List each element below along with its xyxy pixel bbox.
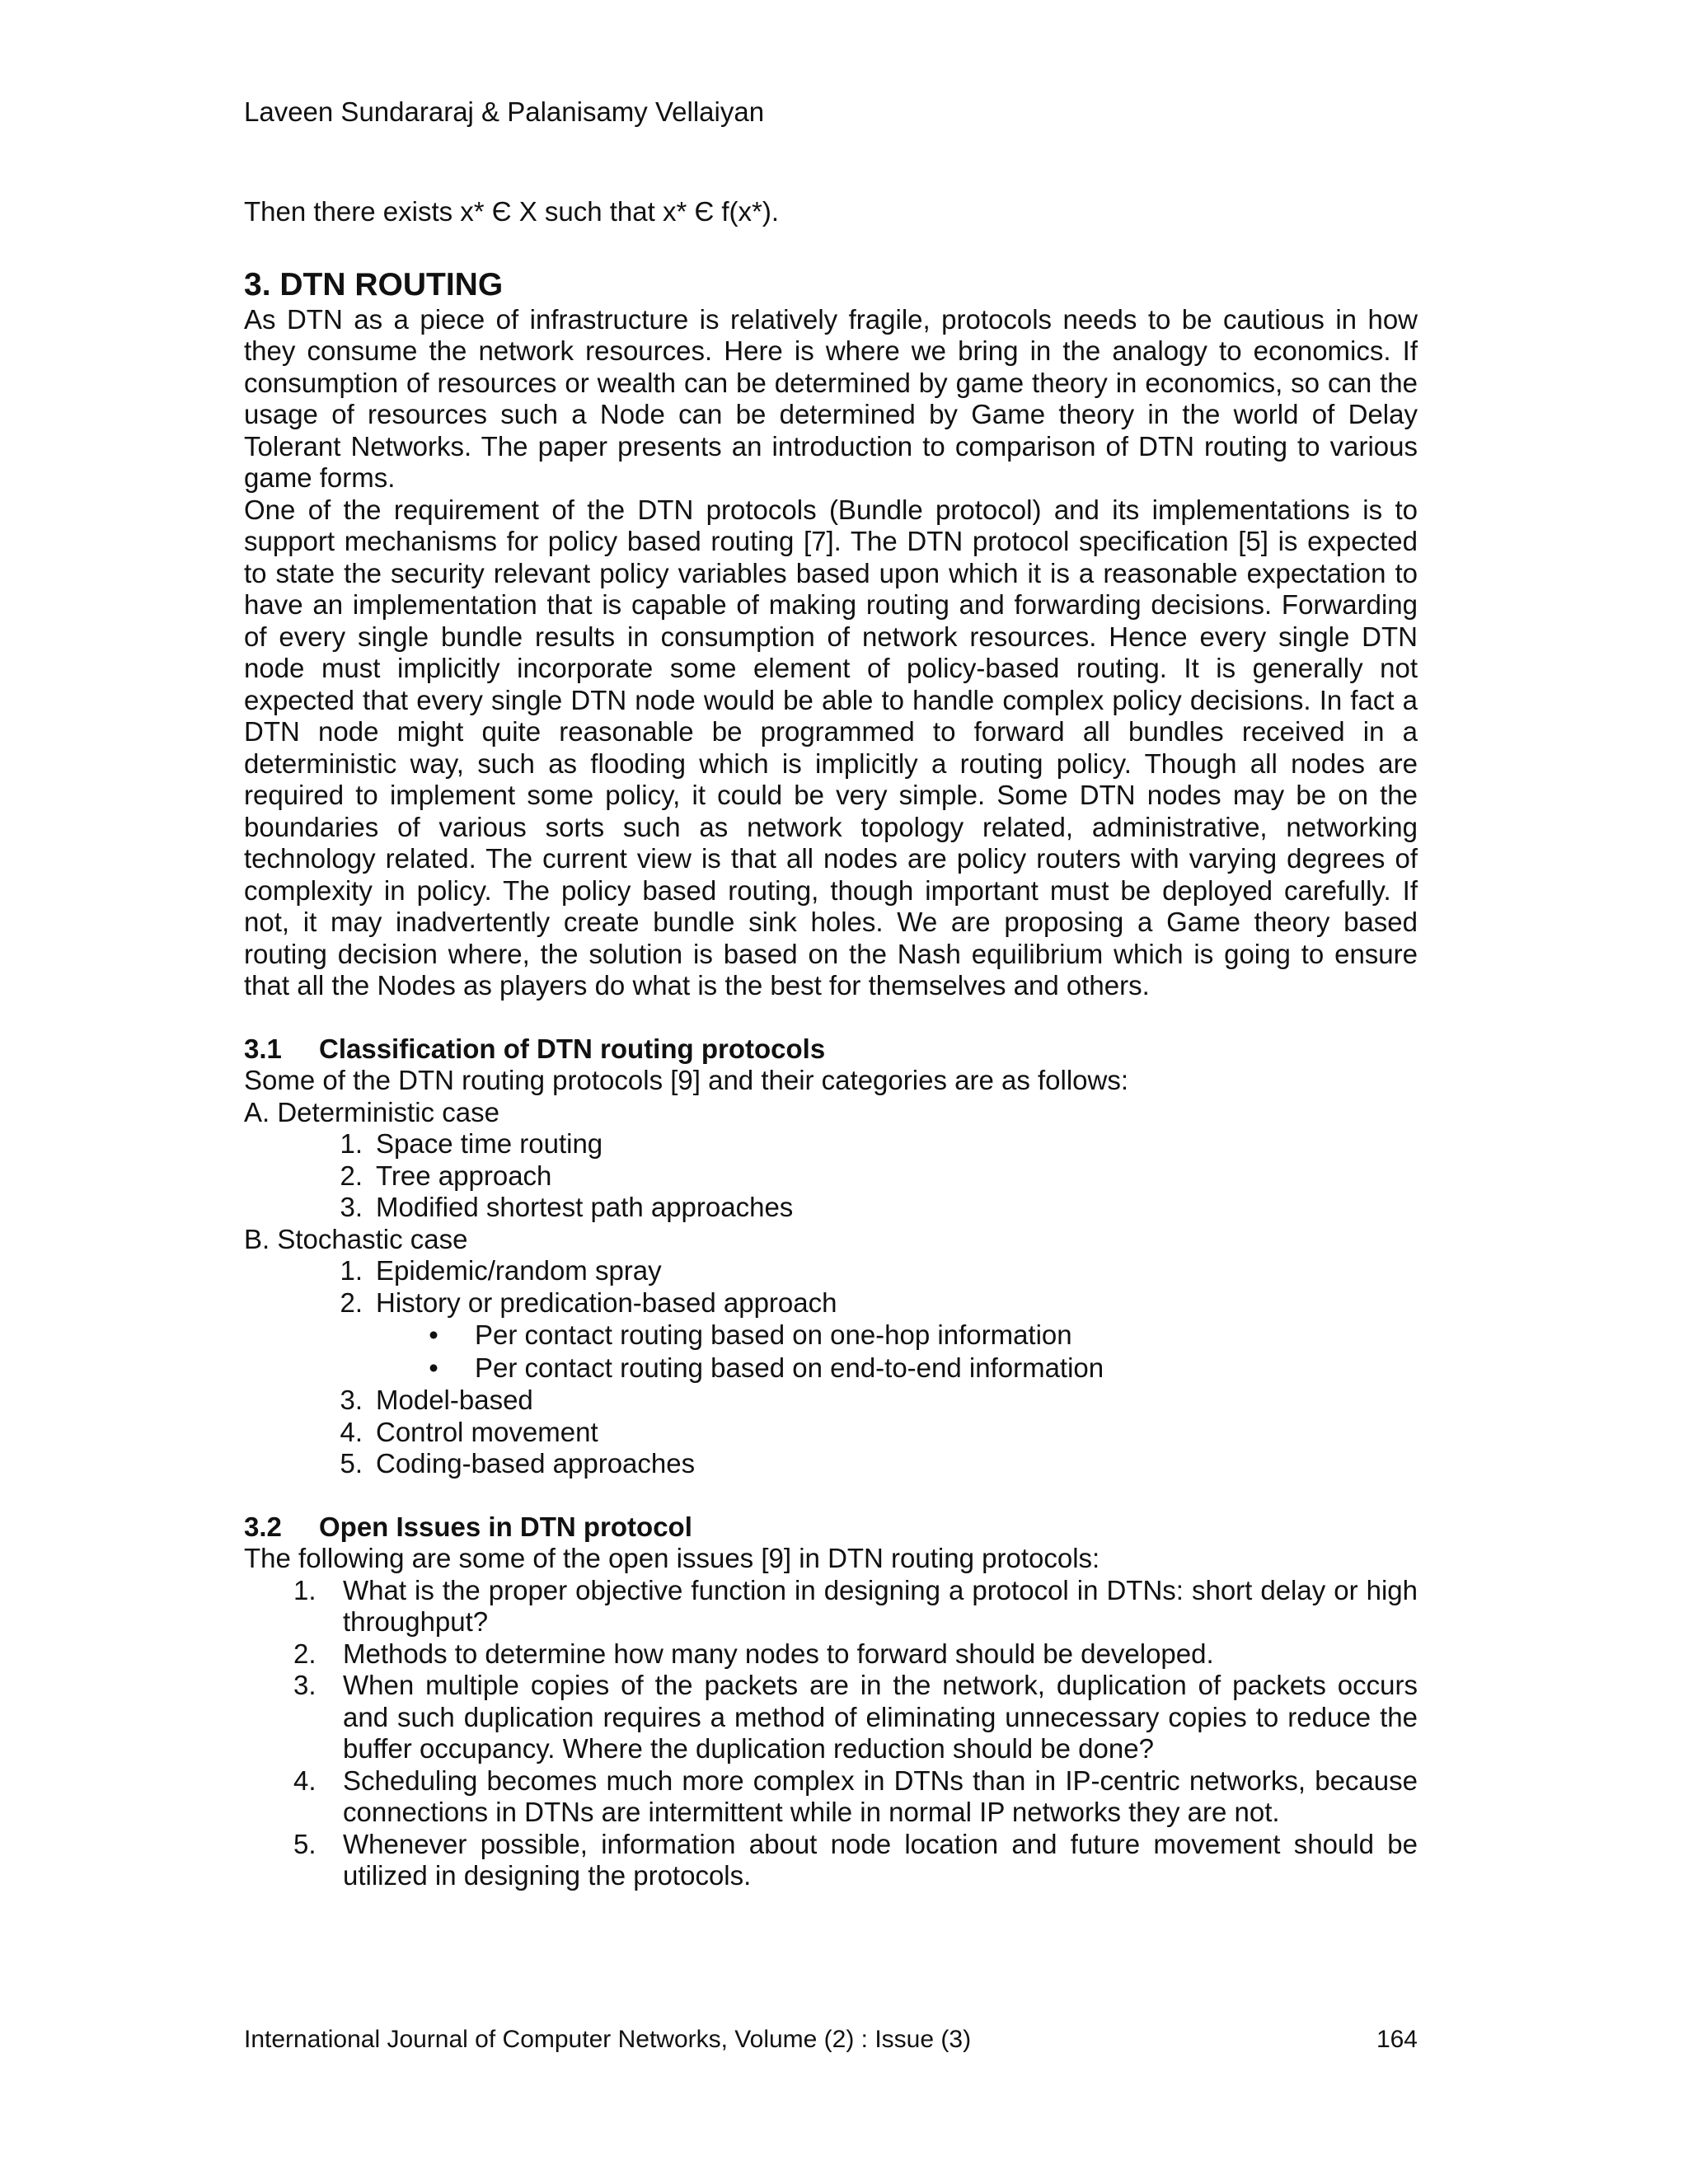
section-3-paragraph-2: One of the requirement of the DTN protocols (Bundle protocol) and its implementations is to support mechanisms for policy based routing [7]. The DTN protocol specification [5] is expected to state the security relevant policy variables based upon which it is a reasonable expectation to have an implementation that is capable of making routing and forwarding decisions. Forwarding of every single bundle results in consumption of network resources. Hence every single DTN node must implicitly incorporate some element of policy-based routing. It is generally not expected that every single DTN node would be able to handle complex policy decisions. In fact a DTN node might quite reasonable be programmed to forward all bundles received in a deterministic way, such as flooding which is implicitly a routing policy. Though all nodes are required to implement some policy, it could be very simple. Some DTN nodes may be on the boundaries of various sorts such as network topology related, administrative, networking technology related. The current view is that all nodes are policy routers with varying degrees of complexity in policy. The policy based routing, though important must be deployed carefully. If not, it may inadvertently create bundle sink holes. We are proposing a Game theory based routing decision where, the solution is based on the Nash equilibrium which is going to ensure that all the Nodes as players do what is the best for themselves and others. bbox=[244, 494, 1418, 1001]
sublist-item-text: Per contact routing based on one-hop information bbox=[475, 1319, 1072, 1350]
list-item bbox=[293, 1670, 1418, 1765]
section-3-1-heading bbox=[244, 1033, 1418, 1066]
section-3-2-heading bbox=[244, 1511, 1418, 1544]
list-item bbox=[340, 1416, 1418, 1449]
sublist-item bbox=[429, 1319, 1418, 1352]
list-item bbox=[340, 1448, 1418, 1480]
list-item bbox=[340, 1192, 1418, 1224]
list-item bbox=[340, 1255, 1418, 1287]
section-3-1-lead: Some of the DTN routing protocols [9] and their categories are as follows: bbox=[244, 1065, 1129, 1095]
list-item bbox=[293, 1638, 1418, 1671]
list-item bbox=[293, 1574, 1418, 1638]
sublist-item bbox=[429, 1352, 1418, 1385]
list-item-text: History or predication-based approach bbox=[376, 1286, 837, 1318]
section-3-1-number: 3.1 bbox=[244, 1033, 282, 1064]
list-item-text: Space time routing bbox=[376, 1128, 603, 1159]
list-item bbox=[293, 1828, 1418, 1892]
sublist-item-text: Per contact routing based on end-to-end information bbox=[475, 1352, 1104, 1383]
list-item-text: Scheduling becomes much more complex in DTNs than in IP-centric networks, because connections in DTNs are intermittent while in normal IP networks they are not. bbox=[343, 1765, 1418, 1827]
section-3-paragraph-1: As DTN as a piece of infrastructure is relatively fragile, protocols needs to be cautious in how they consume the network resources. Here is where we bring in the analogy to economics. If consumption of resources or wealth can be determined by game theory in economics, so can the usage of resources such a Node can be determined by Game theory in the world of Delay Tolerant Networks. The paper presents an introduction to comparison of DTN routing to various game forms. bbox=[244, 303, 1418, 493]
list-item bbox=[293, 1765, 1418, 1829]
list-marker: 3. bbox=[293, 1670, 316, 1700]
list-marker: 5. bbox=[340, 1448, 363, 1479]
case-a-label: A. Deterministic case bbox=[244, 1096, 499, 1127]
section-3-2-number: 3.2 bbox=[244, 1511, 282, 1542]
list-item bbox=[340, 1160, 1418, 1193]
running-header: Laveen Sundararaj & Palanisamy Vellaiyan bbox=[244, 96, 765, 127]
list-item-text: Modified shortest path approaches bbox=[376, 1192, 794, 1222]
section-3-title: 3. DTN ROUTING bbox=[244, 266, 504, 302]
intro-line: Then there exists x* Є X such that x* Є f(x*). bbox=[244, 196, 780, 227]
bullet-icon: • bbox=[429, 1352, 438, 1383]
list-item-text: Tree approach bbox=[376, 1160, 552, 1191]
list-item bbox=[340, 1286, 1418, 1385]
section-3-2-title: Open Issues in DTN protocol bbox=[319, 1511, 692, 1542]
list-item bbox=[340, 1128, 1418, 1160]
list-marker: 3. bbox=[340, 1385, 363, 1415]
section-3-2-lead: The following are some of the open issues [9] in DTN routing protocols: bbox=[244, 1543, 1100, 1573]
list-marker: 2. bbox=[340, 1160, 363, 1191]
paper-page bbox=[244, 0, 1418, 2184]
page-content bbox=[244, 196, 1418, 1892]
list-marker: 2. bbox=[340, 1286, 363, 1318]
case-b-label: B. Stochastic case bbox=[244, 1223, 468, 1254]
list-item-text: Whenever possible, information about node location and future movement should be utilized in designing the protocols. bbox=[343, 1828, 1418, 1891]
footer-journal: International Journal of Computer Networks, Volume (2) : Issue (3) bbox=[244, 2026, 972, 2053]
list-marker: 1. bbox=[340, 1255, 363, 1286]
bullet-icon: • bbox=[429, 1319, 438, 1350]
list-item-text: Epidemic/random spray bbox=[376, 1255, 662, 1286]
list-item-text: Model-based bbox=[376, 1385, 533, 1415]
list-marker: 4. bbox=[340, 1416, 363, 1447]
list-marker: 5. bbox=[293, 1828, 316, 1859]
list-marker: 4. bbox=[293, 1765, 316, 1796]
list-marker: 1. bbox=[340, 1128, 363, 1159]
list-marker: 1. bbox=[293, 1574, 316, 1605]
case-a-list bbox=[244, 1128, 1418, 1224]
case-b-list bbox=[244, 1255, 1418, 1480]
list-item-text: What is the proper objective function in designing a protocol in DTNs: short delay or high throughput? bbox=[343, 1574, 1418, 1637]
case-b-sublist bbox=[244, 1319, 1418, 1385]
list-item-text: When multiple copies of the packets are in the network, duplication of packets occurs and such duplication requires a method of eliminating unnecessary copies to reduce the buffer occupancy. Where the duplication reduction should be done? bbox=[343, 1670, 1418, 1764]
section-3-1-title: Classification of DTN routing protocols bbox=[319, 1033, 826, 1064]
list-marker: 2. bbox=[293, 1638, 316, 1669]
list-item-text: Control movement bbox=[376, 1416, 598, 1447]
list-item-text: Methods to determine how many nodes to forward should be developed. bbox=[343, 1638, 1214, 1669]
list-item bbox=[340, 1385, 1418, 1417]
list-marker: 3. bbox=[340, 1192, 363, 1222]
list-item-text: Coding-based approaches bbox=[376, 1448, 696, 1479]
open-issues-list bbox=[244, 1575, 1418, 1892]
page-number: 164 bbox=[1376, 2026, 1418, 2053]
